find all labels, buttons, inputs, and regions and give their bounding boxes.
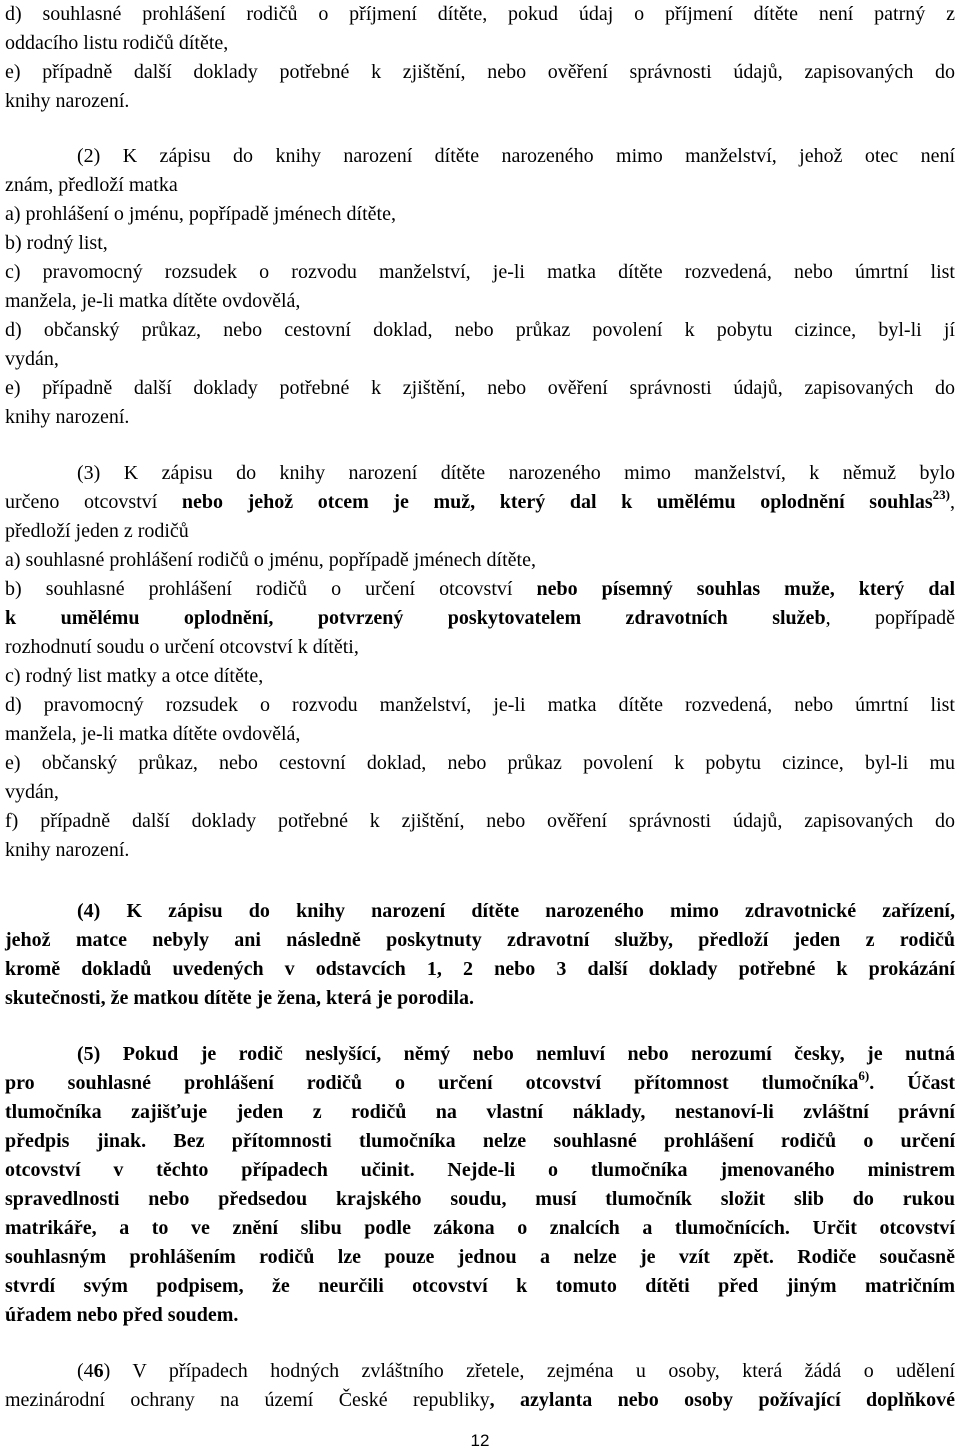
paragraph-5-line-9: stvrdí svým podpisem, že neurčili otcovství k tomuto dítěti před jiným matričním — [5, 1275, 955, 1297]
list-item-b-text: b) souhlasné prohlášení rodičů o určení otcovství — [5, 578, 513, 600]
paragraph-4-line-2: jehož matce nebyly ani následně poskytnuty zdravotní služby, předloží jeden z rodičů — [5, 929, 955, 951]
list-item-a: a) prohlášení o jménu, popřípadě jménech dítěte, — [5, 203, 396, 225]
amended-bold-text: nebo jehož otcem je muž, který dal k umělému oplodnění souhlas — [181, 491, 933, 513]
list-item-b-text: , popřípadě — [825, 607, 955, 629]
paragraph-5-line-10: úřadem nebo před soudem. — [5, 1304, 239, 1326]
paragraph-number-old: (4 — [77, 1360, 94, 1382]
paragraph-5-line-5: otcovství v těchto případech učinit. Nejde-li o tlumočníka jmenovaného ministrem — [5, 1159, 955, 1181]
list-item-c-line-1: c) pravomocný rozsudek o rozvodu manželství, je-li matka dítěte rozvedená, nebo úmrtní list — [5, 261, 955, 283]
paragraph-6-line-1 — [5, 1357, 955, 1386]
list-item-e-line-1: e) případně další doklady potřebné k zjištění, nebo ověření správnosti údajů, zapisovaných do — [5, 61, 955, 83]
list-item-e-line-2: knihy narození. — [5, 90, 130, 112]
paragraph-3 — [5, 459, 955, 865]
list-item-d-line-1: d) občanský průkaz, nebo cestovní doklad, nebo průkaz povolení k pobytu cizince, byl-li jí — [5, 319, 955, 341]
paragraph-5-line-7: matrikáře, a to ve znění slibu podle zákona o znalcích a tlumočnících. Určit otcovství — [5, 1217, 955, 1239]
paragraph-4 — [5, 897, 955, 1013]
paragraph-3-intro-line-3: předloží jeden z rodičů — [5, 520, 189, 542]
list-item-d-line-2: manžela, je-li matka dítěte ovdovělá, — [5, 723, 301, 745]
paragraph-5-text: pro souhlasné prohlášení rodičů o určení otcovství přítomnost tlumočníka — [5, 1072, 859, 1094]
page-number: 12 — [470, 1431, 490, 1450]
paragraph-6-text: mezinárodní ochrany na území České republiky — [5, 1389, 490, 1411]
paragraph-4-line-1: (4) K zápisu do knihy narození dítěte narozeného mimo zdravotnické zařízení, — [77, 900, 955, 922]
paragraph-6-text: ) V případech hodných zvláštního zřetele, zejména u osoby, která žádá o udělení — [103, 1360, 955, 1382]
paragraph-5-line-2 — [5, 1069, 955, 1098]
list-item-b-line-3: rozhodnutí soudu o určení otcovství k dítěti, — [5, 636, 359, 658]
list-item-d-line-1: d) pravomocný rozsudek o rozvodu manželství, je-li matka dítěte rozvedená, nebo úmrtní list — [5, 694, 955, 716]
comma: , — [950, 491, 956, 513]
paragraph-4-line-3: kromě dokladů uvedených v odstavcích 1, 2 nebo 3 další doklady potřebné k prokázání — [5, 958, 955, 980]
list-item-c: c) rodný list matky a otce dítěte, — [5, 665, 264, 687]
footnote-ref-6: 6) — [858, 1068, 870, 1083]
list-item-b: b) rodný list, — [5, 232, 108, 254]
list-item-b-line-1 — [5, 575, 955, 604]
list-item-d-line-1: d) souhlasné prohlášení rodičů o příjmení dítěte, pokud údaj o příjmení dítěte není patrný z — [5, 3, 955, 25]
intro-text: určeno otcovství — [5, 491, 158, 513]
paragraph-3-intro-line-2 — [5, 488, 955, 517]
paragraph-6-line-2 — [5, 1386, 955, 1415]
list-item-f-line-1: f) případně další doklady potřebné k zjištění, nebo ověření správnosti údajů, zapisovaných do — [5, 810, 955, 832]
list-item-d-line-2: vydán, — [5, 348, 59, 370]
list-item-c-line-2: manžela, je-li matka dítěte ovdovělá, — [5, 290, 301, 312]
paragraph-3-intro-line-1: (3) K zápisu do knihy narození dítěte narozeného mimo manželství, k němuž bylo — [77, 462, 955, 484]
list-item-e-line-1: e) případně další doklady potřebné k zjištění, nebo ověření správnosti údajů, zapisovaných do — [5, 377, 955, 399]
list-item-d-line-2: oddacího listu rodičů dítěte, — [5, 32, 229, 54]
paragraph-2 — [5, 142, 955, 432]
paragraph-6 — [5, 1357, 955, 1415]
list-item-b-line-2 — [5, 604, 955, 633]
paragraph-2-intro-line-1: (2) K zápisu do knihy narození dítěte narozeného mimo manželství, jehož otec není — [77, 145, 955, 167]
paragraph-2-intro-line-2: znám, předloží matka — [5, 174, 178, 196]
paragraph-5-line-4: předpis jinak. Bez přítomnosti tlumočníka nelze souhlasné prohlášení rodičů o určení — [5, 1130, 955, 1152]
paragraph-number-new: 6 — [93, 1360, 104, 1382]
paragraph-5-line-1: (5) Pokud je rodič neslyšící, němý nebo nemluví nebo nerozumí česky, je nutná — [77, 1043, 955, 1065]
amended-bold-text: , azylanta nebo osoby požívající doplňkové — [489, 1389, 955, 1411]
paragraph-5 — [5, 1040, 955, 1330]
paragraph-5-text: . Účast — [869, 1072, 955, 1094]
amended-bold-text: k umělému oplodnění, potvrzený poskytovatelem zdravotních služeb — [5, 607, 826, 629]
paragraph-4-line-4: skutečnosti, že matkou dítěte je žena, která je porodila. — [5, 987, 475, 1009]
list-item-e-line-1: e) občanský průkaz, nebo cestovní doklad, nebo průkaz povolení k pobytu cizince, byl-li mu — [5, 752, 955, 774]
list-item-a: a) souhlasné prohlášení rodičů o jménu, popřípadě jménech dítěte, — [5, 549, 536, 571]
paragraph-1-continuation — [5, 0, 955, 116]
list-item-e-line-2: knihy narození. — [5, 406, 130, 428]
list-item-f-line-2: knihy narození. — [5, 839, 130, 861]
footnote-ref-23: 23) — [932, 487, 951, 502]
paragraph-5-line-3: tlumočníka zajišťuje jeden z rodičů na vlastní náklady, nestanoví-li zvláštní právní — [5, 1101, 955, 1123]
paragraph-5-line-6: spravedlnosti nebo předsedou krajského soudu, musí tlumočník složit slib do rukou — [5, 1188, 955, 1210]
list-item-e-line-2: vydán, — [5, 781, 59, 803]
paragraph-5-line-8: souhlasným prohlášením rodičů lze pouze jednou a nelze je vzít zpět. Rodiče současně — [5, 1246, 955, 1268]
amended-bold-text: nebo písemný souhlas muže, který dal — [536, 578, 955, 600]
